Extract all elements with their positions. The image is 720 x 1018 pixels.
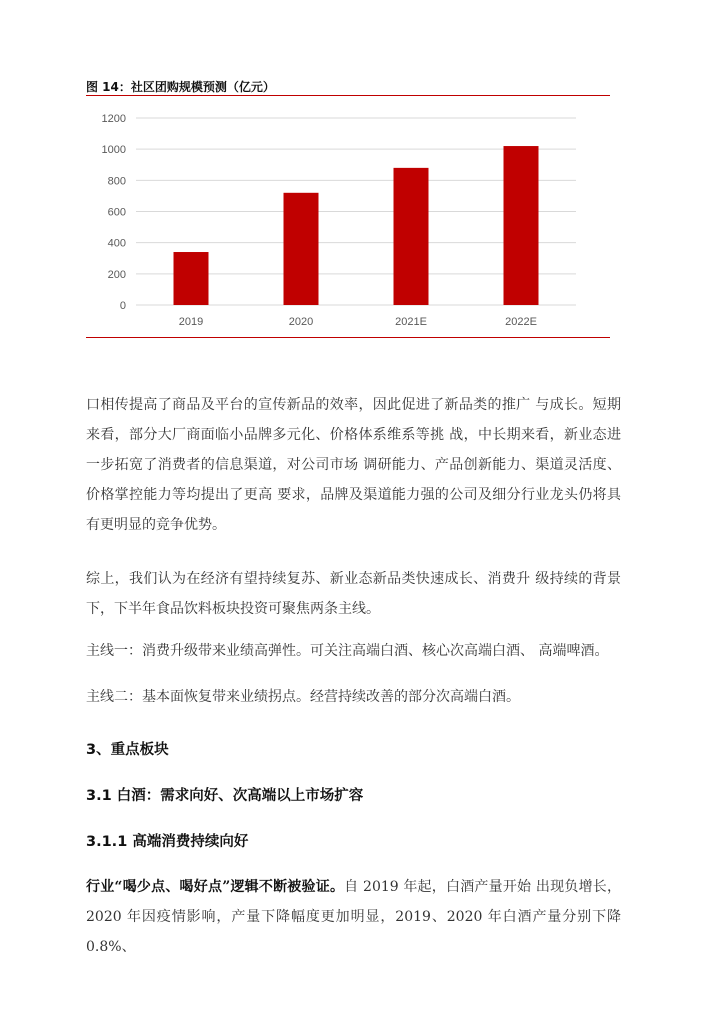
paragraph-new-category-growth: 口相传提高了商品及平台的宣传新品的效率，因此促进了新品类的推广 与成长。短期来看，部分大厂商面临小品牌多元化、价格体系维系等挑 战，中长期来看，新业态进一步拓宽了消费者的信息渠道，对公司市场 调研能力、产品创新能力、渠道灵活度、价格掌控能力等均提出了更高 要求，品牌及渠道能力强的公司及细分行业龙头仍将具有更明显的竞争优势。	[86, 397, 621, 533]
figure-top-rule	[86, 95, 610, 96]
bar-chart	[86, 100, 610, 340]
paragraph-mainline-two: 主线二：基本面恢复带来业绩拐点。经营持续改善的部分次高端白酒。	[86, 689, 520, 705]
y-tick-label: 0	[119, 300, 126, 312]
chart-bars	[174, 146, 539, 305]
paragraph-body: 自 2019 年起，白酒产量开始 出现负增长，2020 年因疫情影响，产量下降幅度更加明显，2019、2020 年白酒产量分别下降 0.8%、	[86, 879, 621, 955]
y-tick-label: 400	[107, 237, 126, 250]
bar-2019	[174, 252, 209, 305]
y-tick-label: 600	[107, 206, 126, 219]
bar-2022E	[504, 146, 539, 305]
y-tick-label: 1000	[101, 144, 126, 157]
x-tick-label: 2021E	[395, 316, 427, 328]
heading-3-1: 3.1 白酒：需求向好、次高端以上市场扩容	[86, 788, 364, 804]
paragraph-summary: 综上，我们认为在经济有望持续复苏、新业态新品类快速成长、消费升 级持续的背景下，下半年食品饮料板块投资可聚焦两条主线。	[86, 571, 621, 617]
figure-title: 图 14：社区团购规模预测（亿元）	[86, 80, 275, 94]
x-tick-label: 2019	[178, 316, 204, 328]
y-tick-label: 800	[107, 175, 126, 188]
bar-2020	[284, 193, 319, 305]
x-tick-label: 2020	[288, 316, 314, 328]
heading-section-3: 3、重点板块	[86, 742, 169, 758]
figure-bottom-rule	[86, 337, 610, 338]
paragraph-baijiu-output	[86, 872, 621, 962]
paragraph-lead-bold: 行业“喝少点、喝好点”逻辑不断被验证。	[86, 879, 345, 895]
chart-x-axis	[179, 316, 537, 328]
paragraph-mainline-one: 主线一：消费升级带来业绩高弹性。可关注高端白酒、核心次高端白酒、 高端啤酒。	[86, 643, 609, 659]
y-tick-label: 1200	[101, 113, 126, 125]
heading-3-1-1: 3.1.1 高端消费持续向好	[86, 834, 249, 850]
bar-2021E	[394, 168, 429, 305]
chart-y-axis	[102, 113, 126, 312]
x-tick-label: 2022E	[505, 316, 537, 328]
y-tick-label: 200	[107, 268, 126, 281]
